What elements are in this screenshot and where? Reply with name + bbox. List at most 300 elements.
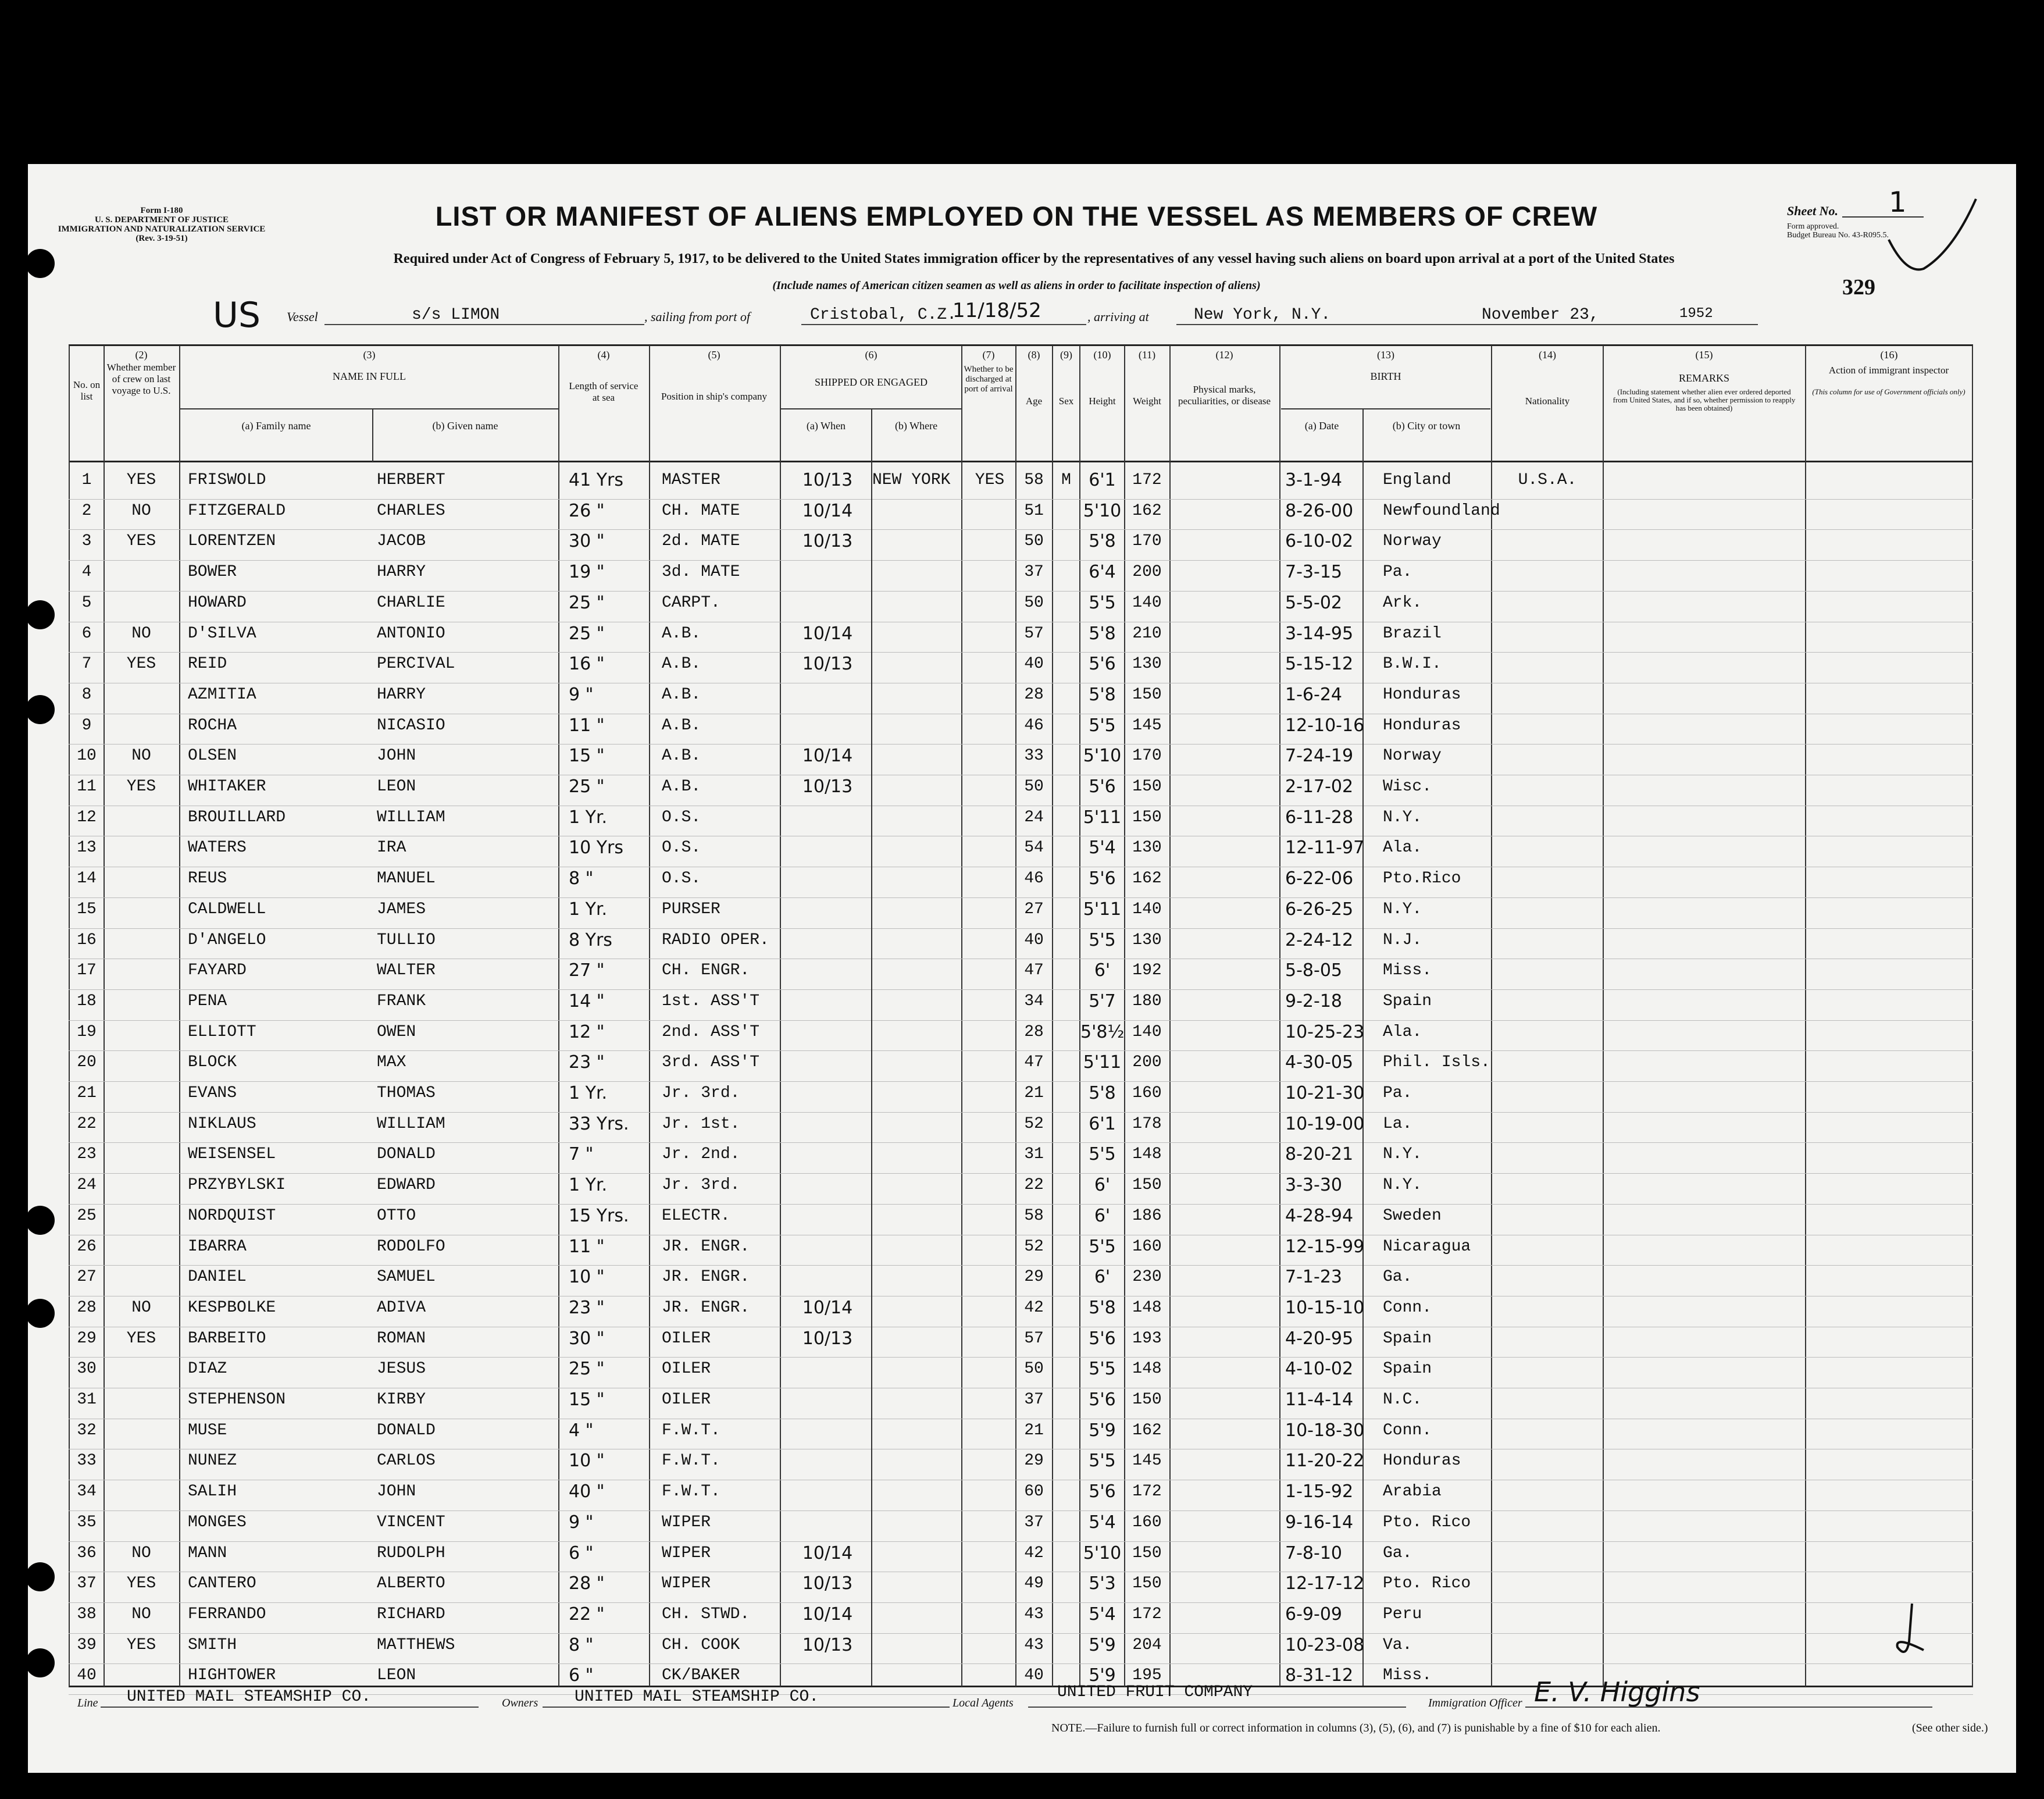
cell-weight: 172 (1132, 1483, 1162, 1501)
cell-service: 1 Yr. (569, 1175, 608, 1196)
cell-position: 3d. MATE (662, 563, 740, 582)
row-rule (69, 1357, 1973, 1358)
budget-bureau: Budget Bureau No. 43-R095.5. (1787, 231, 1889, 240)
cell-bdate: 9-2-18 (1285, 991, 1342, 1011)
cell-given: KIRBY (377, 1391, 426, 1409)
cell-age: 47 (1024, 961, 1044, 980)
cell-prev: NO (131, 1298, 151, 1317)
sail-date: 11/18/52 (953, 299, 1041, 322)
cell-bdate: 3-1-94 (1285, 470, 1342, 490)
cell-position: A.B. (662, 624, 701, 643)
row-rule (69, 1541, 1973, 1542)
cell-given: VINCENT (377, 1513, 445, 1531)
cell-no: 26 (77, 1237, 97, 1256)
cell-service: 15 " (569, 1390, 605, 1410)
cell-city: Pto. Rico (1383, 1513, 1471, 1531)
cell-weight: 172 (1132, 1605, 1162, 1623)
cell-given: JESUS (377, 1360, 426, 1378)
row-rule (69, 652, 1973, 653)
cell-city: Miss. (1383, 1666, 1432, 1685)
see-other-side: (See other side.) (1912, 1722, 1988, 1734)
cell-prev: YES (126, 1329, 156, 1348)
cell-weight: 148 (1132, 1360, 1162, 1378)
cell-height: 5'5 (1089, 715, 1116, 736)
cell-no: 38 (77, 1605, 97, 1623)
cell-service: 41 Yrs (569, 470, 623, 490)
cell-service: 8 " (569, 868, 594, 889)
cell-given: OWEN (377, 1023, 416, 1041)
punch-hole-icon (26, 1299, 55, 1328)
cell-weight: 160 (1132, 1084, 1162, 1102)
cell-service: 10 " (569, 1451, 605, 1472)
cell-service: 4 " (569, 1420, 594, 1441)
cell-no: 20 (77, 1053, 97, 1072)
cell-no: 2 (81, 501, 92, 520)
cell-city: Miss. (1383, 961, 1432, 980)
row-rule (69, 1204, 1973, 1205)
cell-position: CH. MATE (662, 501, 740, 520)
cell-bdate: 3-14-95 (1285, 623, 1354, 644)
cell-given: DONALD (377, 1421, 436, 1440)
cell-age: 24 (1024, 808, 1044, 827)
cell-city: Spain (1383, 1329, 1432, 1348)
service-name: IMMIGRATION AND NATURALIZATION SERVICE (58, 225, 266, 234)
cell-bdate: 12-17-12 (1285, 1573, 1365, 1594)
cell-city: Pa. (1383, 1084, 1412, 1102)
cell-city: Ala. (1383, 1023, 1422, 1041)
cell-bdate: 7-8-10 (1285, 1542, 1342, 1563)
cell-no: 11 (77, 778, 97, 796)
cell-position: O.S. (662, 870, 701, 888)
cell-height: 5'8 (1089, 531, 1116, 552)
page-number: 329 (1842, 275, 1875, 300)
cell-age: 37 (1024, 1513, 1044, 1531)
cell-service: 1 Yr. (569, 1083, 608, 1103)
cell-given: FRANK (377, 992, 426, 1010)
cell-city: Honduras (1383, 716, 1461, 735)
cell-bdate: 1-6-24 (1285, 684, 1342, 705)
punch-hole-icon (26, 695, 55, 724)
sheet-label: Sheet No. (1787, 204, 1838, 218)
cell-age: 31 (1024, 1145, 1044, 1164)
cell-position: CK/BAKER (662, 1666, 740, 1685)
cell-no: 19 (77, 1023, 97, 1041)
officer-signature: E. V. Higgins (1534, 1676, 1700, 1708)
cell-position: JR. ENGR. (662, 1268, 750, 1287)
column-rule (1972, 345, 1973, 1687)
cell-no: 3 (81, 532, 92, 551)
cell-height: 5'5 (1089, 592, 1116, 613)
cell-prev: NO (131, 1544, 151, 1562)
cell-bdate: 11-4-14 (1285, 1390, 1354, 1410)
cell-bdate: 9-16-14 (1285, 1512, 1354, 1533)
cell-prev: YES (126, 655, 156, 674)
cell-no: 37 (77, 1574, 97, 1593)
cell-age: 51 (1024, 501, 1044, 520)
cell-given: RUDOLPH (377, 1544, 445, 1562)
cell-position: Jr. 2nd. (662, 1145, 740, 1164)
form-number: Form I-180 (140, 206, 183, 215)
cell-weight: 140 (1132, 900, 1162, 918)
cell-height: 6'1 (1089, 470, 1116, 490)
row-rule (69, 1173, 1973, 1174)
cell-weight: 150 (1132, 1574, 1162, 1593)
cell-age: 34 (1024, 992, 1044, 1010)
cell-age: 22 (1024, 1176, 1044, 1195)
cell-weight: 130 (1132, 655, 1162, 674)
cell-height: 5'11 (1083, 807, 1122, 828)
row-rule (69, 529, 1973, 530)
cell-height: 5'6 (1089, 776, 1116, 797)
cell-weight: 195 (1132, 1666, 1162, 1685)
cell-age: 42 (1024, 1298, 1044, 1317)
cell-bdate: 5-15-12 (1285, 654, 1354, 675)
cell-city: Norway (1383, 532, 1442, 551)
cell-bdate: 12-11-97 (1285, 838, 1365, 858)
cell-height: 5'9 (1089, 1420, 1116, 1441)
col6a-header: (a) When (806, 420, 846, 432)
cell-position: WIPER (662, 1544, 711, 1562)
cell-city: N.C. (1383, 1391, 1422, 1409)
col7-num: (7) (982, 349, 995, 361)
cell-position: Jr. 3rd. (662, 1084, 740, 1102)
cell-height: 5'10 (1083, 1542, 1122, 1563)
cell-city: Pa. (1383, 563, 1412, 582)
cell-service: 22 " (569, 1604, 605, 1625)
cell-service: 16 " (569, 654, 605, 675)
cell-service: 26 " (569, 500, 605, 521)
cell-city: Spain (1383, 992, 1432, 1010)
cell-given: MANUEL (377, 870, 436, 888)
cell-family: REUS (188, 870, 227, 888)
cell-height: 5'8 (1089, 684, 1116, 705)
cell-city: N.J. (1383, 931, 1422, 949)
cell-family: CANTERO (188, 1574, 256, 1593)
col2-header: Whether member of crew on last voyage to U.S. (106, 362, 176, 396)
row-rule (69, 1633, 1973, 1634)
cell-bdate: 5-8-05 (1285, 960, 1342, 981)
cell-position: OILER (662, 1329, 711, 1348)
cell-age: 37 (1024, 563, 1044, 582)
punch-hole-icon (26, 249, 55, 278)
cell-family: BROUILLARD (188, 808, 286, 827)
cell-weight: 200 (1132, 1053, 1162, 1072)
cell-age: 29 (1024, 1268, 1044, 1287)
cell-position: WIPER (662, 1513, 711, 1531)
cell-height: 5'5 (1089, 1236, 1116, 1257)
arriving-label: , arriving at (1087, 309, 1149, 324)
cell-city: Conn. (1383, 1421, 1432, 1440)
cell-no: 29 (77, 1329, 97, 1348)
cell-no: 28 (77, 1298, 97, 1317)
cell-service: 11 " (569, 1236, 605, 1257)
cell-bdate: 2-24-12 (1285, 929, 1354, 950)
cell-age: 27 (1024, 900, 1044, 918)
cell-family: BARBEITO (188, 1329, 266, 1348)
cell-position: A.B. (662, 716, 701, 735)
cell-height: 5'6 (1089, 1328, 1116, 1349)
cell-age: 50 (1024, 1360, 1044, 1378)
col2-num: (2) (135, 349, 148, 361)
cell-position: Jr. 1st. (662, 1114, 740, 1133)
cell-when: 10/13 (802, 776, 853, 797)
cell-family: BOWER (188, 563, 237, 582)
cell-height: 6' (1094, 1175, 1111, 1196)
cell-when: 10/14 (802, 500, 853, 521)
cell-position: 3rd. ASS'T (662, 1053, 760, 1072)
cell-age: 29 (1024, 1452, 1044, 1470)
cell-bdate: 6-10-02 (1285, 531, 1354, 552)
form-approved: Form approved. (1787, 222, 1839, 231)
cell-service: 7 " (569, 1144, 594, 1165)
cell-city: Nicaragua (1383, 1237, 1471, 1256)
col13-num: (13) (1377, 349, 1394, 361)
cell-city: Phil. Isls. (1383, 1053, 1490, 1072)
cell-age: 33 (1024, 747, 1044, 765)
cell-no: 31 (77, 1391, 97, 1409)
cell-weight: 140 (1132, 1023, 1162, 1041)
vessel-name: s/s LIMON (412, 306, 500, 324)
cell-service: 30 " (569, 1328, 605, 1349)
cell-weight: 210 (1132, 624, 1162, 643)
cell-bdate: 8-26-00 (1285, 500, 1354, 521)
form-subtitle-note: (Include names of American citizen seamen as well as aliens in order to facilitate inspection of aliens) (772, 279, 1261, 292)
cell-given: CHARLES (377, 501, 445, 520)
cell-city: Wisc. (1383, 778, 1432, 796)
port-to: New York, N.Y. (1194, 306, 1331, 324)
cell-prev: YES (126, 471, 156, 489)
owners-label: Owners (502, 1697, 538, 1709)
cell-bdate: 8-31-12 (1285, 1665, 1354, 1686)
owners-name: UNITED MAIL STEAMSHIP CO. (575, 1688, 819, 1706)
cell-height: 6' (1094, 960, 1111, 981)
cell-service: 8 Yrs (569, 929, 612, 950)
cell-family: STEPHENSON (188, 1391, 286, 1409)
cell-weight: 204 (1132, 1636, 1162, 1654)
cell-family: CALDWELL (188, 900, 266, 918)
port-from: Cristobal, C.Z. (810, 306, 957, 324)
col13-header: BIRTH (1370, 371, 1401, 382)
cell-given: RODOLFO (377, 1237, 445, 1256)
cell-age: 58 (1024, 471, 1044, 489)
cell-given: OTTO (377, 1206, 416, 1225)
col11-header: Weight (1133, 396, 1161, 407)
row-rule (69, 989, 1973, 990)
cell-weight: 150 (1132, 778, 1162, 796)
cell-weight: 150 (1132, 808, 1162, 827)
cell-height: 5'4 (1089, 1512, 1116, 1533)
sailing-label: , sailing from port of (644, 309, 750, 324)
cell-family: FERRANDO (188, 1605, 266, 1623)
cell-no: 5 (81, 593, 92, 612)
cell-bdate: 11-20-22 (1285, 1451, 1365, 1472)
agents-label: Local Agents (953, 1697, 1014, 1709)
cell-height: 5'10 (1083, 500, 1122, 521)
cell-family: HOWARD (188, 593, 247, 612)
cell-position: CH. ENGR. (662, 961, 750, 980)
cell-position: 1st. ASS'T (662, 992, 760, 1010)
cell-weight: 150 (1132, 1391, 1162, 1409)
cell-given: ROMAN (377, 1329, 426, 1348)
cell-family: REID (188, 655, 227, 674)
row-rule (69, 560, 1973, 561)
cell-position: F.W.T. (662, 1483, 720, 1501)
arrival-date: November 23, (1482, 306, 1599, 324)
punch-hole-icon (26, 1562, 55, 1591)
cell-height: 5'6 (1089, 1390, 1116, 1410)
cell-given: MATTHEWS (377, 1636, 455, 1654)
cell-given: EDWARD (377, 1176, 436, 1195)
cell-bdate: 12-15-99 (1285, 1236, 1365, 1257)
revision-date: (Rev. 3-19-51) (135, 234, 188, 243)
col3-num: (3) (363, 349, 376, 361)
cell-bdate: 3-3-30 (1285, 1175, 1342, 1196)
cell-height: 5'5 (1089, 929, 1116, 950)
cell-weight: 170 (1132, 532, 1162, 551)
cell-bdate: 10-19-00 (1285, 1113, 1365, 1134)
cell-no: 12 (77, 808, 97, 827)
cell-given: LEON (377, 778, 416, 796)
cell-age: 50 (1024, 778, 1044, 796)
cell-prev: YES (126, 532, 156, 551)
cell-no: 32 (77, 1421, 97, 1440)
cell-service: 23 " (569, 1297, 605, 1318)
cell-family: NIKLAUS (188, 1114, 256, 1133)
cell-when: 10/13 (802, 1634, 853, 1655)
cell-no: 7 (81, 655, 92, 674)
col16-num: (16) (1880, 349, 1898, 361)
cell-age: 40 (1024, 1666, 1044, 1685)
officer-label: Immigration Officer (1428, 1697, 1522, 1709)
cell-height: 5'4 (1089, 1604, 1116, 1625)
cell-height: 5'8 (1089, 1297, 1116, 1318)
cell-weight: 140 (1132, 593, 1162, 612)
cell-position: JR. ENGR. (662, 1298, 750, 1317)
row-rule (69, 928, 1973, 929)
cell-age: 43 (1024, 1636, 1044, 1654)
cell-position: CARPT. (662, 593, 720, 612)
cell-city: N.Y. (1383, 1176, 1422, 1195)
row-rule (69, 1081, 1973, 1082)
cell-weight: 170 (1132, 747, 1162, 765)
cell-no: 25 (77, 1206, 97, 1225)
cell-position: A.B. (662, 655, 701, 674)
cell-service: 27 " (569, 960, 605, 981)
cell-service: 30 " (569, 531, 605, 552)
cell-family: DANIEL (188, 1268, 247, 1287)
cell-service: 1 Yr. (569, 899, 608, 920)
cell-weight: 130 (1132, 931, 1162, 949)
cell-prev: NO (131, 747, 151, 765)
cell-weight: 178 (1132, 1114, 1162, 1133)
cell-no: 14 (77, 870, 97, 888)
cell-position: O.S. (662, 808, 701, 827)
cell-age: 58 (1024, 1206, 1044, 1225)
cell-position: 2d. MATE (662, 532, 740, 551)
cell-city: Pto. Rico (1383, 1574, 1471, 1593)
cell-given: ALBERTO (377, 1574, 445, 1593)
cell-family: PENA (188, 992, 227, 1010)
col10-num: (10) (1093, 349, 1111, 361)
cell-given: LEON (377, 1666, 416, 1685)
cell-family: FRISWOLD (188, 471, 266, 489)
cell-service: 1 Yr. (569, 807, 608, 828)
row-rule (69, 1050, 1973, 1051)
cell-prev: NO (131, 1605, 151, 1623)
cell-age: 37 (1024, 1391, 1044, 1409)
cell-age: 60 (1024, 1483, 1044, 1501)
cell-when: 10/14 (802, 1604, 853, 1625)
cell-age: 40 (1024, 655, 1044, 674)
col3a-header: (a) Family name (241, 420, 311, 432)
cell-given: JOHN (377, 1483, 416, 1501)
cell-bdate: 4-20-95 (1285, 1328, 1354, 1349)
cell-height: 5'8 (1089, 623, 1116, 644)
cell-bdate: 10-15-10 (1285, 1297, 1365, 1318)
punch-hole-icon (26, 1206, 55, 1235)
cell-position: F.W.T. (662, 1452, 720, 1470)
cell-given: HARRY (377, 563, 426, 582)
cell-given: JACOB (377, 532, 426, 551)
cell-position: O.S. (662, 839, 701, 857)
col9-header: Sex (1058, 396, 1074, 407)
cell-position: 2nd. ASS'T (662, 1023, 760, 1041)
cell-when: 10/14 (802, 746, 853, 767)
cell-family: WHITAKER (188, 778, 266, 796)
cell-city: N.Y. (1383, 900, 1422, 918)
col3-header: NAME IN FULL (333, 371, 406, 382)
cell-age: 46 (1024, 870, 1044, 888)
column-rule (558, 345, 559, 1687)
col3b-header: (b) Given name (432, 420, 498, 432)
column-rule (1279, 345, 1280, 1687)
footer-note: NOTE.—Failure to furnish full or correct information in columns (3), (5), (6), and (7) is punishable by a fine of $10 for each alien. (1051, 1722, 1661, 1734)
cell-position: OILER (662, 1360, 711, 1378)
cell-bdate: 10-21-30 (1285, 1083, 1365, 1103)
cell-prev: YES (126, 1636, 156, 1654)
cell-when: 10/13 (802, 1328, 853, 1349)
column-rule (1603, 345, 1604, 1687)
col13a-header: (a) Date (1304, 420, 1339, 432)
cell-weight: 172 (1132, 471, 1162, 489)
cell-age: 21 (1024, 1084, 1044, 1102)
cell-given: WILLIAM (377, 1114, 445, 1133)
column-rule (179, 345, 180, 1687)
cell-given: CHARLIE (377, 593, 445, 612)
cell-family: KESPBOLKE (188, 1298, 276, 1317)
cell-height: 5'10 (1083, 746, 1122, 767)
cell-service: 25 " (569, 592, 605, 613)
cell-given: RICHARD (377, 1605, 445, 1623)
cell-height: 5'8 (1089, 1083, 1116, 1103)
cell-service: 25 " (569, 623, 605, 644)
col15-num: (15) (1695, 349, 1713, 361)
col4-header: Length of service at sea (569, 380, 638, 403)
cell-age: 40 (1024, 931, 1044, 949)
cell-prev: YES (126, 1574, 156, 1593)
cell-bdate: 7-1-23 (1285, 1267, 1342, 1288)
cell-service: 12 " (569, 1021, 605, 1042)
table-top-rule (69, 344, 1973, 346)
cell-weight: 230 (1132, 1268, 1162, 1287)
cell-weight: 162 (1132, 501, 1162, 520)
cell-no: 10 (77, 747, 97, 765)
cell-no: 4 (81, 563, 92, 582)
cell-age: 50 (1024, 532, 1044, 551)
cell-family: IBARRA (188, 1237, 247, 1256)
cell-position: A.B. (662, 778, 701, 796)
cell-bdate: 10-23-08 (1285, 1634, 1365, 1655)
